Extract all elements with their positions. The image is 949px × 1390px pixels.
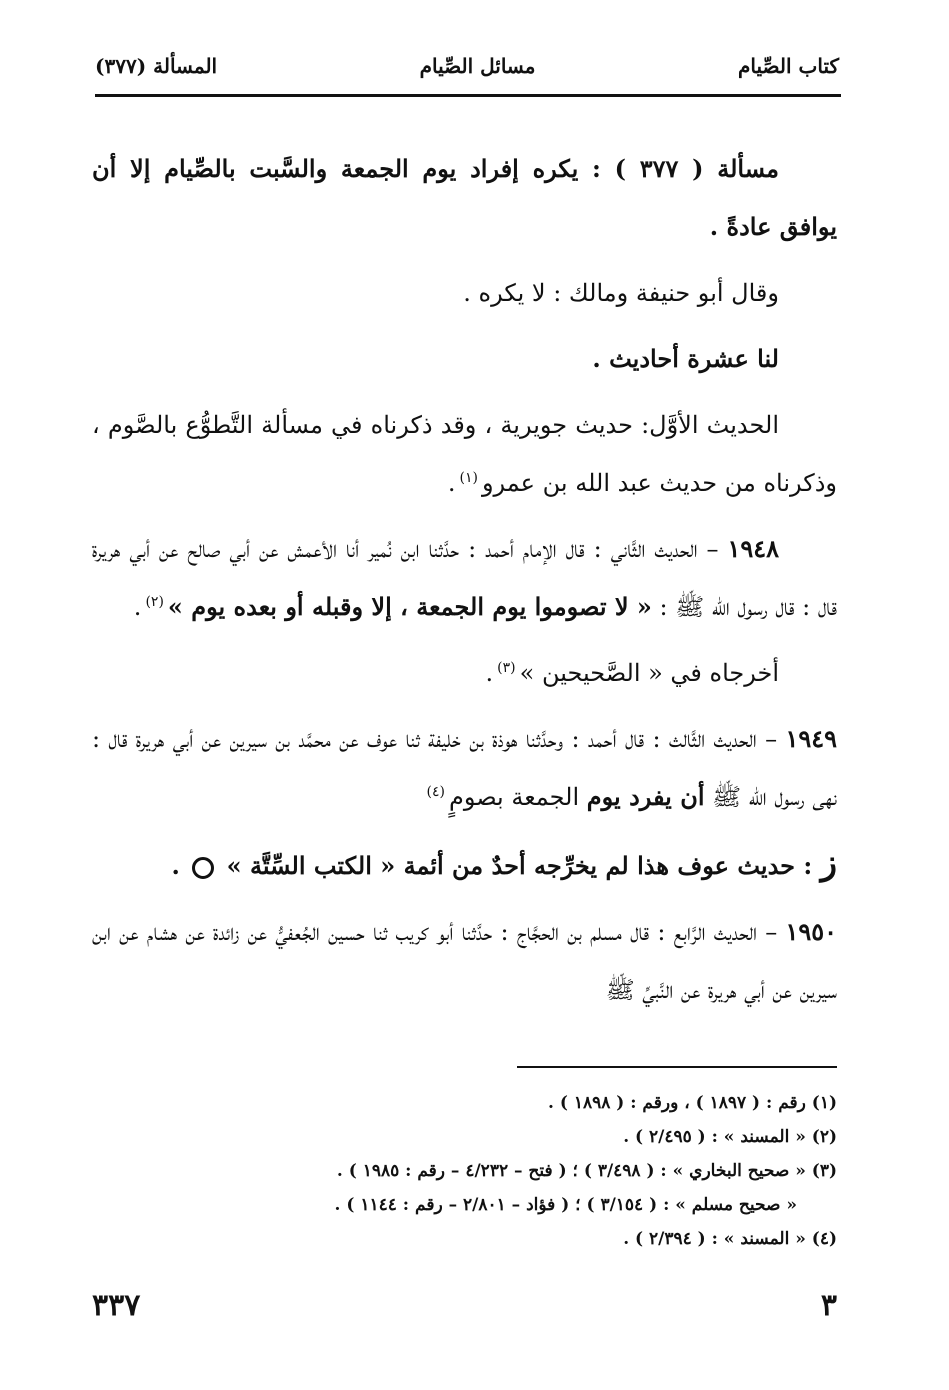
- zay-comment: ز : حديث عوف هذا لم يخرِّجه أحدٌ من أئمة « الكتب السِّتَّة » .: [171, 843, 837, 883]
- hadith-1948: ١٩٤٨ – الحديث الثَّاني : قال الإمام أحمد : حدَّثنا ابن نُمير أنا الأعمش عن أبي صالح عن أبي هريرة قال : قال رسول الله ﷺ : « لا تصوموا يوم الجمعة ، إلا وقبله أو بعده يوم »$^{(٢)}$.: [92, 534, 837, 621]
- hadith-first: الحديث الأوَّل: حديث جويرية ، وقد ذكرناه في مسألة التَّطوُّع بالصَّوم ، وذكرناه من حديث عبد الله بن عمرو$^{(١)}$.: [92, 411, 837, 497]
- footnote-ref-3: (٣): [497, 660, 516, 676]
- footnote-2: (٢) « المسند » : ( ٢/٤٩٥ ) .: [623, 1127, 837, 1147]
- issue-statement: مسألة ( ٣٧٧ ) : يكره إفراد يوم الجمعة والسَّبت بالصِّيام إلا أن يوافق عادةً .: [92, 154, 837, 241]
- running-header: [95, 44, 839, 88]
- header-rule: [95, 94, 841, 97]
- prophetic-quote: « لا تصوموا يوم الجمعة ، إلا وقبله أو بعده يوم »: [167, 592, 652, 621]
- footnote-rule: [517, 1066, 837, 1068]
- hadith-number: ١٩٥٠: [785, 917, 837, 946]
- footnote-ref-2: (٢): [145, 594, 164, 610]
- hadith-1950: ١٩٥٠ – الحديث الرَّابع : قال مسلم بن الحجَّاج : حدَّثنا أبو كريب ثنا حسين الجُعفيُّ عن زائدة عن هشام عن ابن سيرين عن أبي هريرة عن النَّبيِّ ﷺ: [92, 917, 837, 1004]
- footnote-ref-1: (١): [459, 470, 478, 486]
- footnote-3-continued: « صحيح مسلم » : ( ٣/١٥٤ ) ؛ ( فؤاد – ٢/٨٠١ – رقم : ١١٤٤ ) .: [334, 1195, 797, 1215]
- zay-marker: ز: [820, 843, 837, 883]
- evidence-intro: لنا عشرة أحاديث .: [592, 344, 779, 373]
- header-book-title: كتاب الصِّيام: [738, 54, 839, 78]
- opposing-view: وقال أبو حنيفة ومالك : لا يكره .: [463, 279, 779, 307]
- page-number-left: ٣٣٧: [92, 1288, 141, 1323]
- footnote-1: (١) رقم : ( ١٨٩٧ ) ، ورقم : ( ١٨٩٨ ) .: [548, 1093, 837, 1113]
- main-text: [92, 140, 837, 1027]
- footnote-4: (٤) « المسند » : ( ٢/٣٩٤ ) .: [623, 1229, 837, 1249]
- footnote-3: (٣) « صحيح البخاري » : ( ٣/٤٩٨ ) ؛ ( فتح – ٤/٢٣٢ – رقم : ١٩٨٥ ) .: [336, 1161, 837, 1181]
- hadith-number: ١٩٤٨: [727, 534, 779, 563]
- header-issue-number: المسألة (٣٧٧): [95, 54, 218, 78]
- header-section-title: مسائل الصِّيام: [419, 54, 536, 78]
- hadith-1949: ١٩٤٩ – الحديث الثَّالث : قال أحمد : وحدَّثنا هوذة بن خليفة ثنا عوف عن محمَّد بن سيرين عن أبي هريرة قال : نهى رسول الله ﷺ أن يفرد يوم الجمعة بصومٍ$^{(٤)}$: [92, 724, 837, 811]
- footnotes: [140, 1086, 837, 1256]
- hadith-number: ١٩٤٩: [785, 724, 837, 753]
- footnote-ref-4: (٤): [426, 784, 445, 800]
- sahihayn-note: أخرجاه في « الصَّحيحين »$^{(٣)}$.: [485, 659, 779, 687]
- page-number-right: ٣: [820, 1288, 837, 1323]
- circle-icon: [192, 857, 214, 879]
